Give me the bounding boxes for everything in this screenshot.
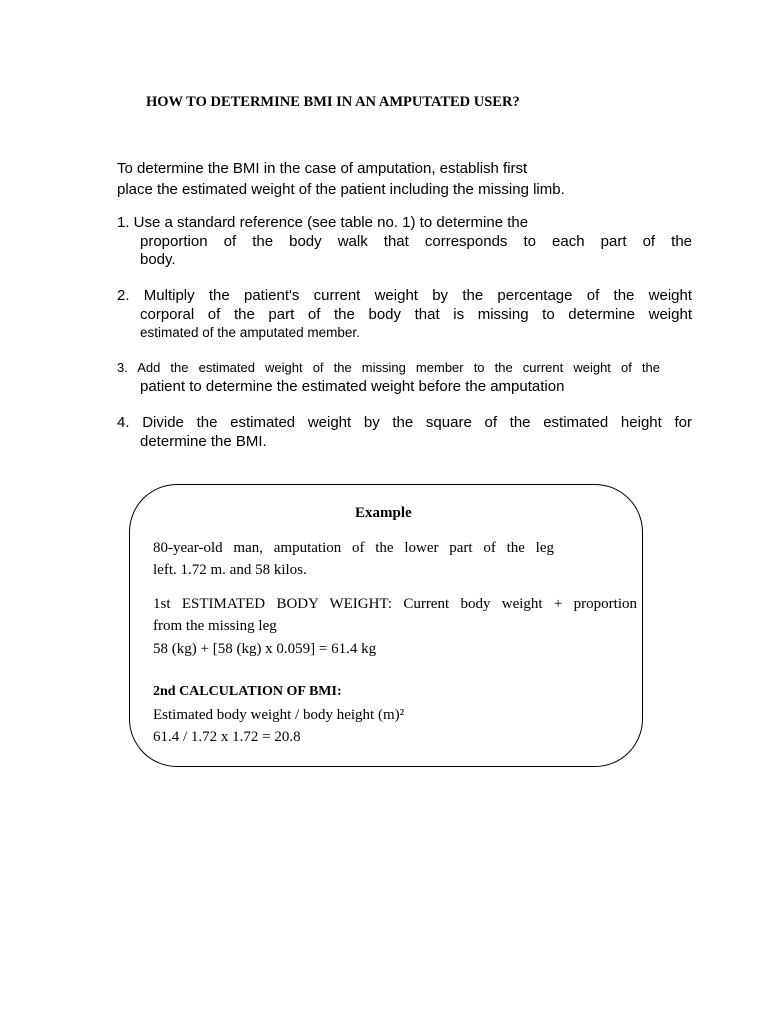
- step-3-line-2: patient to determine the estimated weight before the amputation: [140, 377, 565, 395]
- step-2: [117, 287, 692, 343]
- step-4-line-1: 4. Divide the estimated weight by the square of the estimated height for: [117, 414, 692, 431]
- example-weight-line-1: 1st ESTIMATED BODY WEIGHT: Current body weight + proportion: [153, 596, 637, 612]
- intro-line-1: To determine the BMI in the case of amputation, establish first: [117, 160, 528, 177]
- example-weight-formula: 58 (kg) + [58 (kg) x 0.059] = 61.4 kg: [153, 641, 377, 657]
- example-weight-line-2: from the missing leg: [153, 618, 277, 634]
- example-case-line-2: left. 1.72 m. and 58 kilos.: [153, 562, 307, 578]
- step-2-line-2: corporal of the part of the body that is missing to determine weight: [140, 305, 692, 323]
- step-3-line-1: 3. Add the estimated weight of the missing member to the current weight of the: [117, 360, 660, 375]
- step-4-line-2: determine the BMI.: [140, 432, 267, 450]
- step-1-line-1: 1. Use a standard reference (see table no. 1) to determine the: [117, 214, 529, 231]
- step-1-line-3: body.: [140, 251, 176, 268]
- step-3: [117, 359, 660, 396]
- step-2-line-1: 2. Multiply the patient's current weight by the percentage of the weight: [117, 287, 692, 304]
- example-heading: Example: [355, 505, 412, 521]
- example-bmi-heading: 2nd CALCULATION OF BMI:: [153, 684, 342, 699]
- example-bmi-result: 61.4 / 1.72 x 1.72 = 20.8: [153, 729, 301, 745]
- example-bmi-formula: Estimated body weight / body height (m)²: [153, 707, 405, 723]
- step-1: [117, 214, 692, 270]
- page-title: HOW TO DETERMINE BMI IN AN AMPUTATED USER?: [146, 94, 520, 110]
- intro-line-2: place the estimated weight of the patient including the missing limb.: [117, 181, 565, 198]
- example-case-line-1: 80-year-old man, amputation of the lower part of the leg: [153, 540, 554, 556]
- step-1-line-2: proportion of the body walk that corresponds to each part of the: [140, 232, 692, 250]
- step-4: [117, 414, 692, 451]
- step-2-line-3: estimated of the amputated member.: [140, 325, 360, 340]
